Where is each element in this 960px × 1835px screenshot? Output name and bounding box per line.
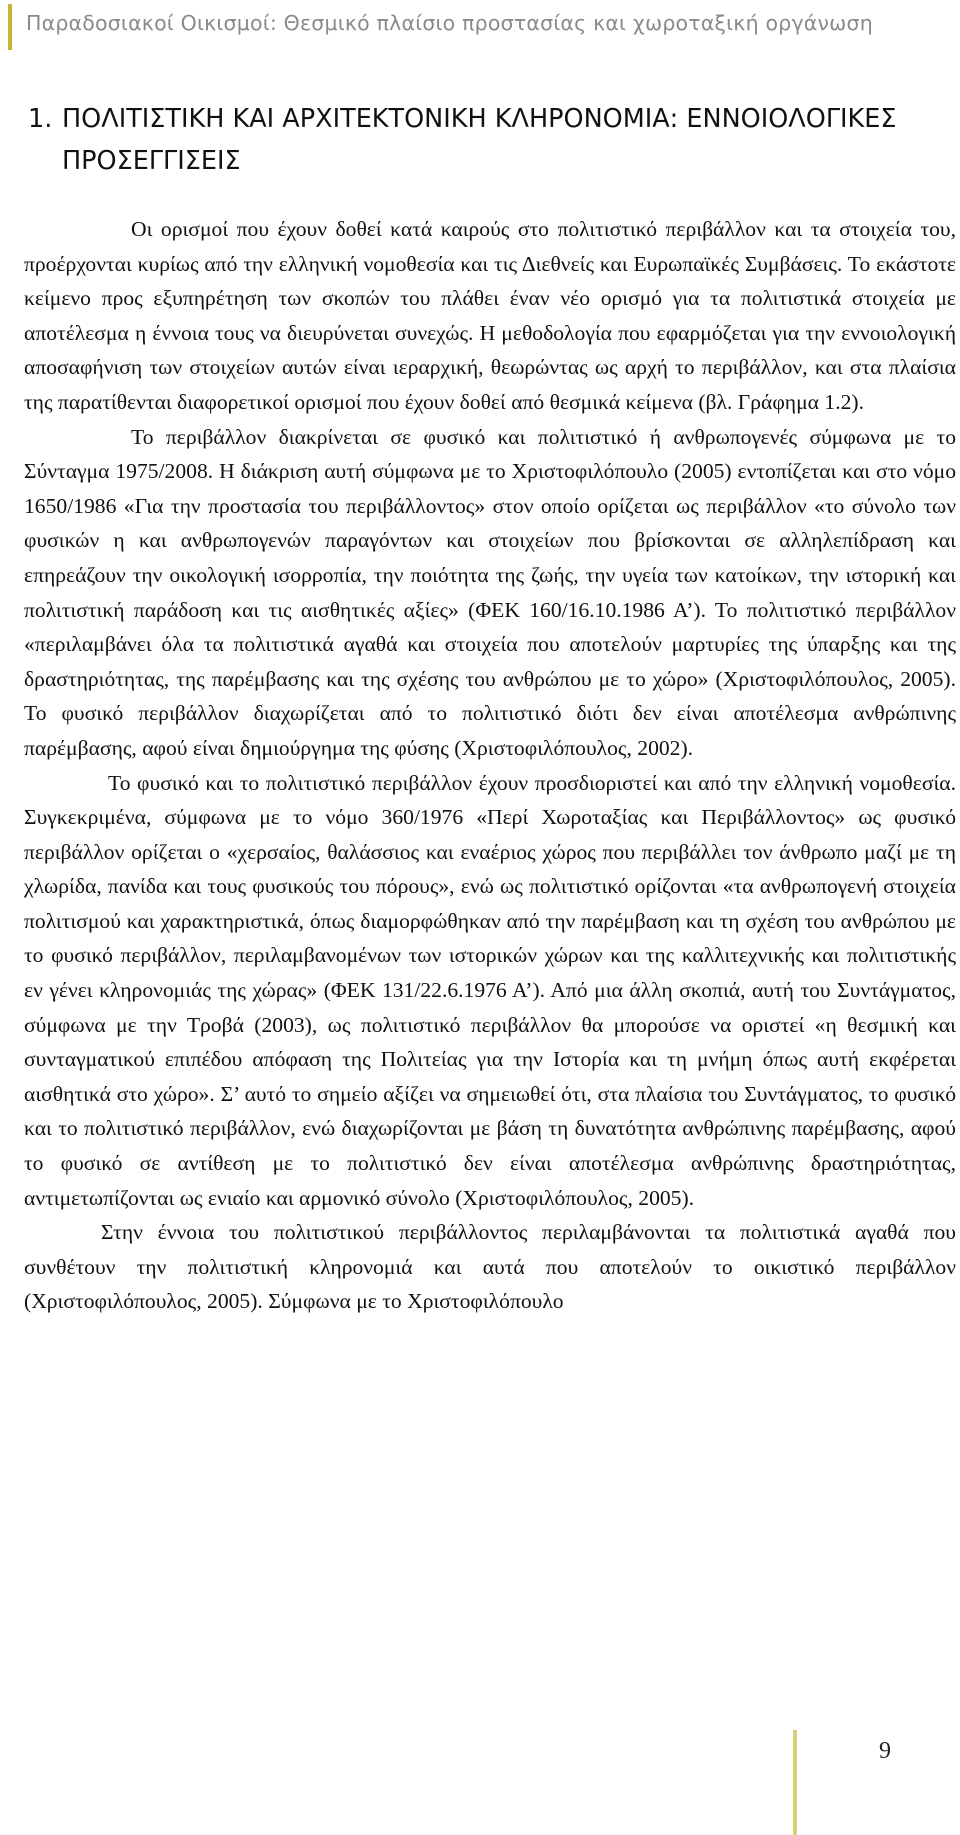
running-header bbox=[8, 4, 938, 50]
running-header-title: Παραδοσιακοί Οικισμοί: Θεσμικό πλαίσιο προστασίας και χωροταξική οργάνωση bbox=[26, 11, 873, 35]
page-footer bbox=[793, 1730, 943, 1835]
page-number: 9 bbox=[879, 1738, 891, 1764]
chapter-title-line-1: ΠΟΛΙΤΙΣΤΙΚΗ ΚΑΙ ΑΡΧΙΤΕΚΤΟΝΙΚΗ ΚΛΗΡΟΝΟΜΙΑ: ΕΝΝΟΙΟΛΟΓΙΚΕΣ bbox=[62, 104, 897, 134]
paragraph-cultural-environment: Στην έννοια του πολιτιστικού περιβάλλοντος περιλαμβάνονται τα πολιτιστικά αγαθά που συνθέτουν την πολιτιστική κληρονομιά και αυτά που αποτελούν το οικιστικό περιβάλλον (Χριστοφιλόπουλος, 2005). Σύμφωνα με το Χριστοφιλόπουλο bbox=[24, 1220, 956, 1314]
chapter-heading bbox=[28, 98, 958, 182]
paragraph-definitions-intro: Οι ορισμοί που έχουν δοθεί κατά καιρούς στο πολιτιστικό περιβάλλον και τα στοιχεία του, προέρχονται κυρίως από την ελληνική νομοθεσία και τις Διεθνείς και Ευρωπαϊκές Συμβάσεις. Το εκάστοτε κείμενο προς εξυπηρέτηση των σκοπών του πλάθει έναν νέο ορισμό για τα πολιτιστικά στοιχεία με αποτέλεσμα η έννοια τους να διευρύνεται συνεχώς. Η μεθοδολογία που εφαρμόζεται για την εννοιολογική αποσαφήνιση των στοιχείων αυτών είναι ιεραρχική, θεωρώντας ως αρχή το περιβάλλον, και στα πλαίσια της παρατίθενται διαφορετικοί ορισμοί που έχουν δοθεί από θεσμικά κείμενα (βλ. Γράφημα 1.2). bbox=[24, 217, 956, 414]
body-text bbox=[24, 212, 956, 1319]
chapter-number: 1. bbox=[28, 104, 53, 134]
chapter-title-line-2: ΠΡΟΣΕΓΓΙΣΕΙΣ bbox=[62, 146, 241, 176]
paragraph-environment-types: Το περιβάλλον διακρίνεται σε φυσικό και πολιτιστικό ή ανθρωπογενές σύμφωνα με το Σύνταγμα 1975/2008. Η διάκριση αυτή σύμφωνα με το Χριστοφιλόπουλο (2005) εντοπίζεται και στο νόμο 1650/1986 «Για την προστασία του περιβάλλοντος» στον οποίο ορίζεται ως περιβάλλον «το σύνολο των φυσικών η και ανθρωπογενών παραγόντων και στοιχείων που βρίσκονται σε αλληλεπίδραση και επηρεάζουν την οικολογική ισορροπία, την ποιότητα της ζωής, την υγεία των κατοίκων, την ιστορική και πολιτιστική παράδοση και τις αισθητικές αξίες» (ΦΕΚ 160/16.10.1986 Α’). Το πολιτιστικό περιβάλλον «περιλαμβάνει όλα τα πολιτιστικά αγαθά και στοιχεία που αποτελούν μαρτυρίες της ύπαρξης και της δραστηριότητας, της παρέμβασης και της σχέσης του ανθρώπου με το χώρο» (Χριστοφιλόπουλος, 2005). Το φυσικό περιβάλλον διαχωρίζεται από το πολιτιστικό διότι δεν είναι αποτέλεσμα ανθρώπινης παρέμβασης, αφού είναι δημιούργημα της φύσης (Χριστοφιλόπουλος, 2002). bbox=[24, 424, 956, 760]
paragraph-greek-legislation: Το φυσικό και το πολιτιστικό περιβάλλον έχουν προσδιοριστεί και από την ελληνική νομοθεσία. Συγκεκριμένα, σύμφωνα με το νόμο 360/1976 «Περί Χωροταξίας και Περιβάλλοντος» ως φυσικό περιβάλλον ορίζεται ο «χερσαίος, θαλάσσιος και εναέριος χώρος που περιβάλλει τον άνθρωπο μαζί με τη χλωρίδα, πανίδα και τους φυσικούς του πόρους», ενώ ως πολιτιστικό ορίζονται «τα ανθρωπογενή στοιχεία πολιτισμού και χαρακτηριστικά, όπως διαμορφώθηκαν από την παρέμβαση και τη σχέση του ανθρώπου με το φυσικό περιβάλλον, περιλαμβανομένων των ιστορικών χώρων και της καλλιτεχνικής και πολιτιστικής εν γένει κληρονομιάς της χώρας» (ΦΕΚ 131/22.6.1976 Α’). Από μια άλλη σκοπιά, αυτή του Συντάγματος, σύμφωνα με την Τροβά (2003), ως πολιτιστικό περιβάλλον θα μπορούσε να οριστεί «η θεσμική και συνταγματικού επιπέδου απόφαση της Πολιτείας για την Ιστορία και τη μνήμη όπως αυτή εκφέρεται αισθητικά στο χώρο». Σ’ αυτό το σημείο αξίζει να σημειωθεί ότι, στα πλαίσια του Συντάγματος, το φυσικό και το πολιτιστικό περιβάλλον, ενώ διαχωρίζονται με βάση τη δυνατότητα ανθρώπινης παρέμβασης, αφού το φυσικό σε αντίθεση με το πολιτιστικό δεν είναι αποτέλεσμα ανθρώπινης δραστηριότητας, αντιμετωπίζονται ως ενιαίο και αρμονικό σύνολο (Χριστοφιλόπουλος, 2005). bbox=[24, 770, 956, 1210]
